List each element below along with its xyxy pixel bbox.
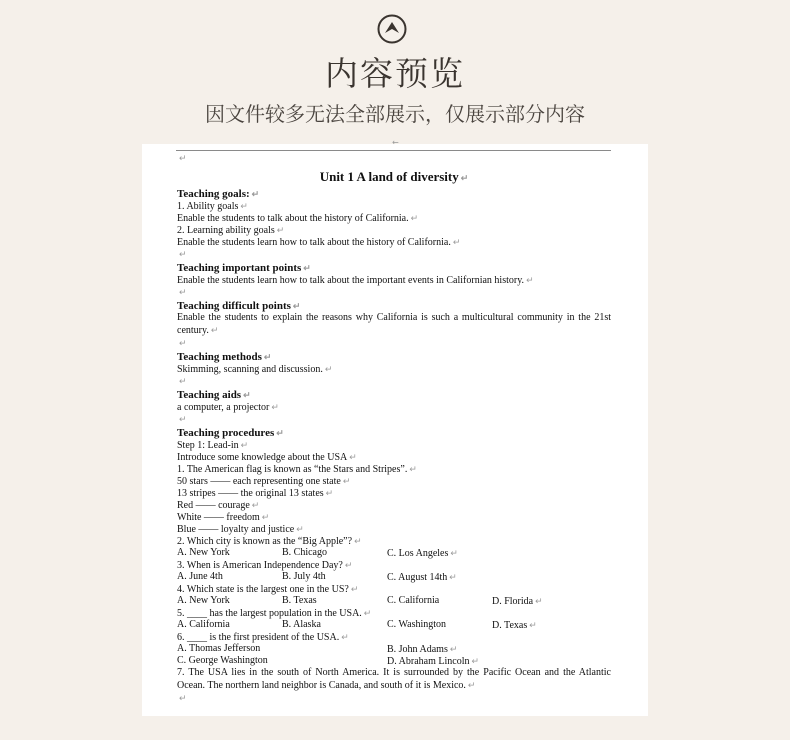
question-6: 6. ____ is the first president of the USA. ↵ (177, 632, 349, 643)
goal-1: 1. Ability goals ↵ (177, 201, 248, 212)
top-mark: ← (392, 138, 399, 147)
option-c: C. Los Angeles ↵ (387, 548, 458, 559)
q2-options (177, 547, 611, 559)
header-rule (176, 150, 611, 151)
q1-line: 50 stars —— each representing one state ↵ (177, 476, 351, 487)
empty-line: ↵ (179, 153, 187, 163)
q6-options-cd (177, 655, 611, 667)
empty-line: ↵ (179, 287, 187, 297)
empty-line: ↵ (179, 338, 187, 348)
q1-line: 13 stripes —— the original 13 states ↵ (177, 488, 334, 499)
option-c: C. Washington (387, 619, 447, 630)
option-a: A. June 4th (177, 571, 223, 582)
question-3: 3. When is American Independence Day? ↵ (177, 560, 353, 571)
intro: Introduce some knowledge about the USA ↵ (177, 452, 357, 463)
empty-line: ↵ (179, 414, 187, 424)
chevron-up-circle-icon (377, 14, 407, 44)
option-c: C. August 14th ↵ (387, 572, 457, 583)
option-a: A. New York (177, 547, 230, 558)
option-c: C. George Washington (177, 655, 268, 666)
goal-2-desc: Enable the students learn how to talk about the history of California. ↵ (177, 237, 461, 248)
option-b: B. Texas (282, 595, 317, 606)
empty-line: ↵ (179, 693, 187, 703)
document-content (177, 152, 611, 704)
unit-title: Unit 1 A land of diversity ↵ (319, 169, 469, 184)
question-7: 7. The USA lies in the south of North America. It is surrounded by the Pacific Ocean and the Atlantic Ocean. The northern land neighbor is Canada, and south of it is Mexico. ↵ (177, 667, 611, 691)
methods-desc: Skimming, scanning and discussion. ↵ (177, 364, 333, 375)
goal-2: 2. Learning ability goals ↵ (177, 225, 285, 236)
aids-heading: Teaching aids ↵ (177, 389, 251, 401)
q1-line: White —— freedom ↵ (177, 512, 270, 523)
option-c: C. California (387, 595, 440, 606)
option-d: D. Abraham Lincoln ↵ (387, 656, 480, 667)
important-heading: Teaching important points ↵ (177, 262, 311, 274)
option-b: B. John Adams ↵ (387, 644, 458, 655)
question-1: 1. The American flag is known as “the Stars and Stripes”. ↵ (177, 464, 417, 475)
option-b: B. Chicago (282, 547, 327, 558)
question-5: 5. ____ has the largest population in the USA. ↵ (177, 608, 372, 619)
important-desc: Enable the students learn how to talk about the important events in Californian history. ↵ (177, 275, 534, 286)
option-b: B. Alaska (282, 619, 321, 630)
option-d: D. Florida ↵ (492, 596, 543, 607)
methods-heading: Teaching methods ↵ (177, 351, 272, 363)
q6-options-ab (177, 643, 611, 655)
q3-options (177, 571, 611, 583)
procedures-heading: Teaching procedures ↵ (177, 427, 284, 439)
preview-header (0, 0, 790, 140)
empty-line: ↵ (179, 376, 187, 386)
q5-options (177, 619, 611, 631)
q4-options (177, 595, 611, 607)
option-a: A. Thomas Jefferson (177, 643, 261, 654)
aids-desc: a computer, a projector ↵ (177, 402, 279, 413)
goals-heading: Teaching goals: ↵ (177, 188, 260, 200)
option-a: A. California (177, 619, 230, 630)
option-a: A. New York (177, 595, 230, 606)
question-4: 4. Which state is the largest one in the US? ↵ (177, 584, 359, 595)
empty-line: ↵ (179, 249, 187, 259)
page-subtitle: 因文件较多无法全部展示，仅展示部分内容 (205, 102, 585, 126)
q1-line: Blue —— loyalty and justice ↵ (177, 524, 304, 535)
step-1: Step 1: Lead-in ↵ (177, 440, 249, 451)
q1-line: Red —— courage ↵ (177, 500, 260, 511)
option-d: D. Texas ↵ (492, 620, 537, 631)
page-title: 内容预览 (325, 54, 465, 93)
difficult-desc: Enable the students to explain the reasons why California is such a multicultural community in the 21st century. ↵ (177, 312, 611, 336)
difficult-heading: Teaching difficult points ↵ (177, 300, 301, 312)
option-b: B. July 4th (282, 571, 326, 582)
question-2: 2. Which city is known as the “Big Apple”? ↵ (177, 536, 362, 547)
goal-1-desc: Enable the students to talk about the history of California. ↵ (177, 213, 419, 224)
